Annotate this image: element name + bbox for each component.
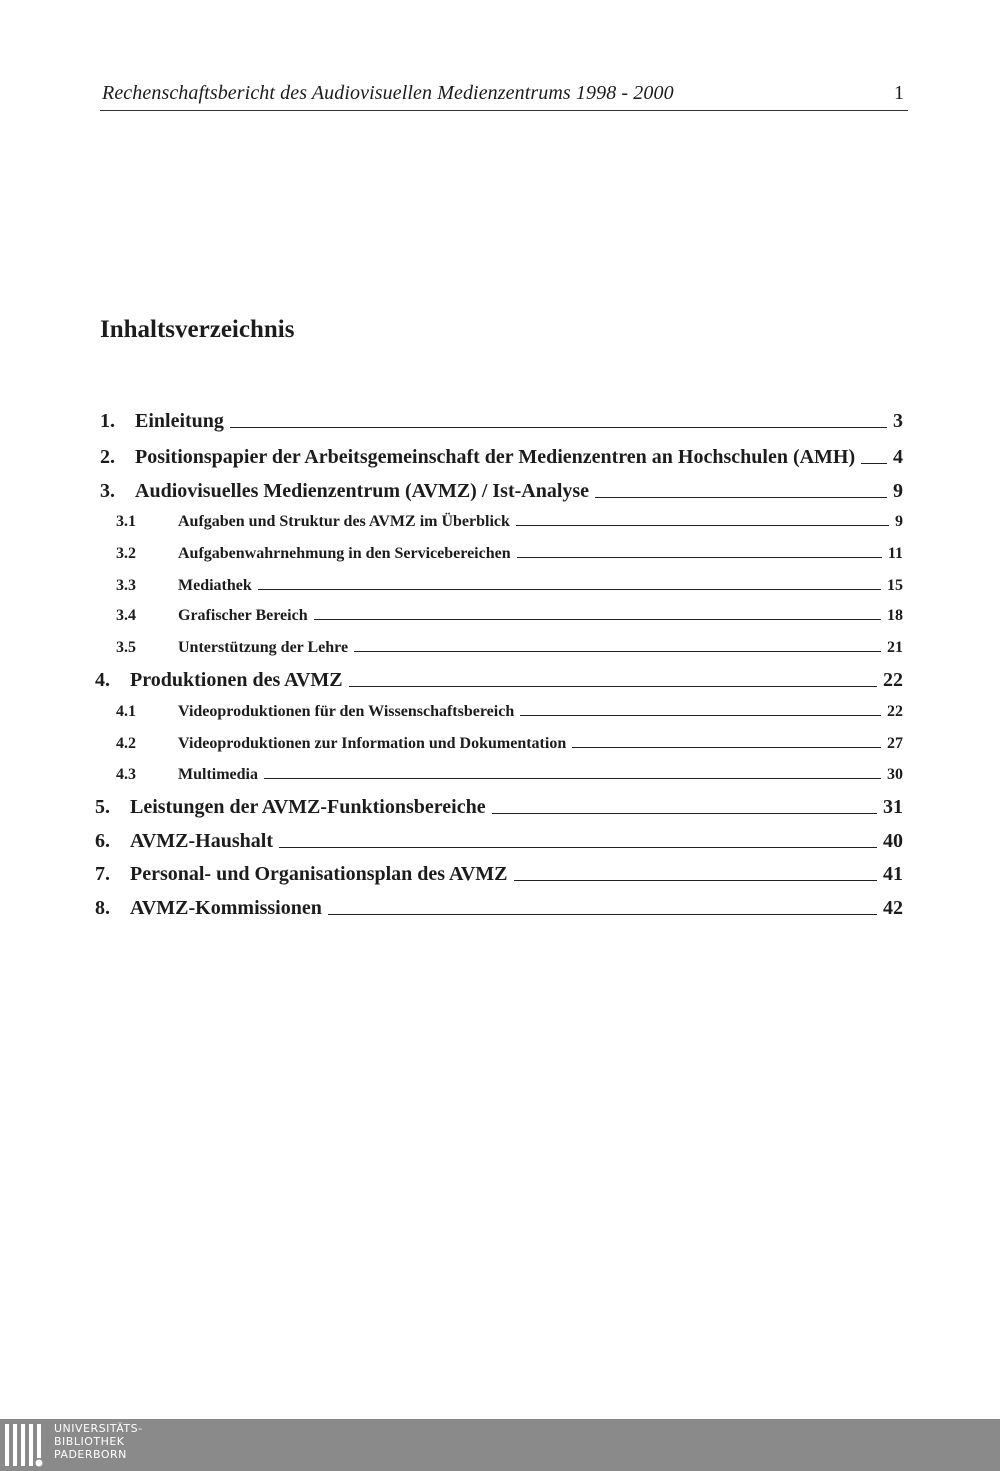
toc-entry[interactable] [116,607,903,625]
library-name [54,1422,143,1461]
toc-entry-page: 31 [883,796,903,818]
toc-entry-page: 15 [887,577,903,594]
toc-leader-line [264,777,881,779]
toc-entry-number: 3.3 [116,577,136,594]
toc-entry-page: 21 [887,639,903,656]
toc-entry-title: Mediathek [178,577,252,594]
toc-leader-line [314,618,881,620]
toc-entry-title: Einleitung [135,410,224,432]
toc-entry-number: 3. [100,480,115,502]
toc-entry-title: Produktionen des AVMZ [130,669,343,691]
toc-entry[interactable] [116,639,903,657]
toc-entry-title: Personal- und Organisationsplan des AVMZ [130,863,508,885]
toc-leader-line [520,714,881,716]
toc-entry[interactable] [116,766,903,784]
header-page-number: 1 [894,82,904,104]
toc-entry-title: Aufgabenwahrnehmung in den Servicebereichen [178,545,511,562]
toc-leader-line [258,588,881,590]
page-header [100,82,908,111]
library-footer-bar [0,1419,1000,1471]
toc-entry[interactable] [95,863,903,886]
toc-entry[interactable] [116,513,903,531]
toc-entry-page: 42 [883,897,903,919]
toc-entry-number: 4.2 [116,735,136,752]
toc-entry-title: Videoproduktionen für den Wissenschaftsbereich [178,703,515,720]
toc-entry[interactable] [95,796,903,819]
toc-entry-page: 9 [893,480,903,502]
toc-leader-line [572,746,881,748]
toc-entry-number: 4.3 [116,766,136,783]
library-name-line: BIBLIOTHEK [54,1435,125,1448]
toc-entry-number: 1. [100,410,115,432]
toc-entry[interactable] [95,897,903,920]
toc-entry[interactable] [100,410,903,433]
toc-entry-page: 4 [893,446,903,468]
toc-entry-page: 3 [893,410,903,432]
toc-entry-title: Unterstützung der Lehre [178,639,349,656]
toc-entry-title: Multimedia [178,766,258,783]
toc-leader-line [861,462,887,464]
toc-entry-title: Audiovisuelles Medienzentrum (AVMZ) / Ist-Analyse [135,480,590,502]
toc-entry[interactable] [100,480,903,503]
toc-leader-line [279,846,877,848]
toc-leader-line [595,496,887,498]
toc-entry-page: 9 [895,513,903,530]
toc-entry-number: 4.1 [116,703,136,720]
toc-entry-title: AVMZ-Haushalt [130,830,273,852]
toc-entry-title: Videoproduktionen zur Information und Dokumentation [178,735,567,752]
toc-leader-line [349,685,877,687]
toc-entry-page: 22 [887,703,903,720]
library-name-line: UNIVERSITÄTS- [54,1422,143,1435]
toc-entry-number: 6. [95,830,110,852]
toc-entry[interactable] [116,577,903,595]
toc-entry[interactable] [116,703,903,721]
toc-entry-page: 11 [887,545,903,562]
toc-entry-title: Aufgaben und Struktur des AVMZ im Überblick [178,513,510,530]
toc-entry-number: 3.4 [116,607,136,624]
toc-leader-line [514,879,878,881]
toc-entry[interactable] [116,545,903,563]
toc-entry-number: 7. [95,863,110,885]
toc-entry-title: AVMZ-Kommissionen [130,897,322,919]
toc-leader-line [492,812,877,814]
toc-entry-page: 41 [883,863,903,885]
toc-entry-page: 22 [883,669,903,691]
toc-entry[interactable] [95,830,903,853]
toc-entry-number: 2. [100,446,115,468]
library-logo-icon [4,1420,48,1468]
toc-entry-title: Leistungen der AVMZ-Funktionsbereiche [130,796,486,818]
toc-entry-number: 8. [95,897,110,919]
toc-entry-number: 4. [95,669,110,691]
toc-leader-line [354,650,881,652]
toc-entry-number: 3.1 [116,513,136,530]
toc-entry[interactable] [116,735,903,753]
toc-entry-page: 30 [887,766,903,783]
toc-entry-title: Grafischer Bereich [178,607,308,624]
toc-entry-page: 27 [887,735,903,752]
toc-heading: Inhaltsverzeichnis [100,316,295,343]
toc-entry-number: 5. [95,796,110,818]
toc-entry[interactable] [100,446,903,469]
toc-entry-page: 18 [887,607,903,624]
library-name-line: PADERBORN [54,1448,127,1461]
toc-entry[interactable] [95,669,903,692]
toc-leader-line [516,524,889,526]
header-title: Rechenschaftsbericht des Audiovisuellen Medienzentrums 1998 - 2000 [102,82,674,104]
toc-entry-number: 3.5 [116,639,136,656]
toc-entry-number: 3.2 [116,545,136,562]
toc-leader-line [328,913,877,915]
toc-entry-page: 40 [883,830,903,852]
toc-leader-line [230,426,887,428]
toc-leader-line [517,556,882,558]
toc-entry-title: Positionspapier der Arbeitsgemeinschaft der Medienzentren an Hochschulen (AMH) [135,446,856,468]
